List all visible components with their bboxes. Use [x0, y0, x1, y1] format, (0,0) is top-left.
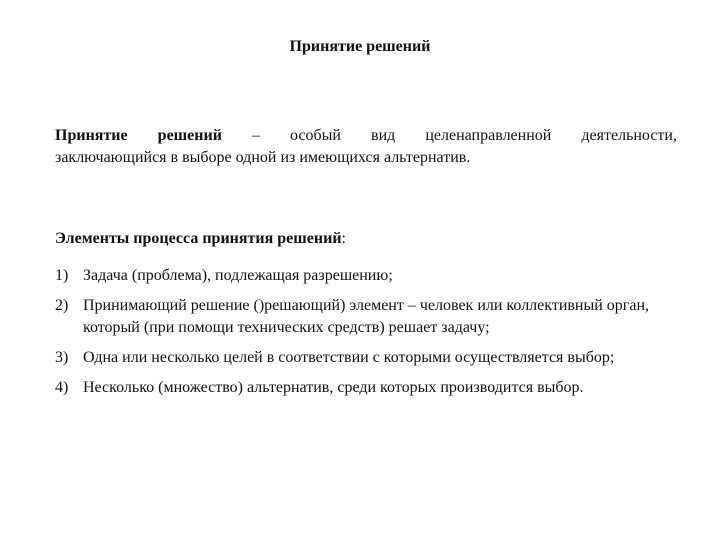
definition-text-rest: – особый вид целенаправленной деятельности, [221, 127, 677, 144]
list-item-text: Одна или несколько целей в соответствии с которыми осуществляется выбор; [83, 349, 615, 366]
elements-heading-suffix: : [341, 230, 346, 247]
list-item-number: 2) [55, 297, 69, 314]
list-item-number: 3) [55, 349, 69, 366]
list-item [55, 377, 685, 399]
list-item-text: Задача (проблема), подлежащая разрешению; [83, 267, 393, 284]
list-item [55, 265, 685, 287]
elements-list [55, 265, 685, 407]
definition-line-1 [55, 125, 677, 147]
list-item-number: 1) [55, 267, 69, 284]
list-item [55, 295, 685, 339]
list-item [55, 347, 685, 369]
list-item-number: 4) [55, 379, 69, 396]
page-title: Принятие решений [289, 38, 431, 55]
list-item-text: Несколько (множество) альтернатив, среди которых производится выбор. [83, 379, 584, 396]
definition-line-2: заключающийся в выборе одной из имеющихся альтернатив. [55, 149, 471, 166]
definition-paragraph [55, 125, 677, 169]
elements-heading [55, 230, 346, 248]
list-item-text: Принимающий решение ()решающий) элемент – человек или коллективный орган, который (при помощи технических средств) решает задачу; [83, 297, 650, 336]
elements-heading-text: Элементы процесса принятия решений [55, 230, 342, 247]
definition-term: Принятие решений [55, 127, 222, 144]
